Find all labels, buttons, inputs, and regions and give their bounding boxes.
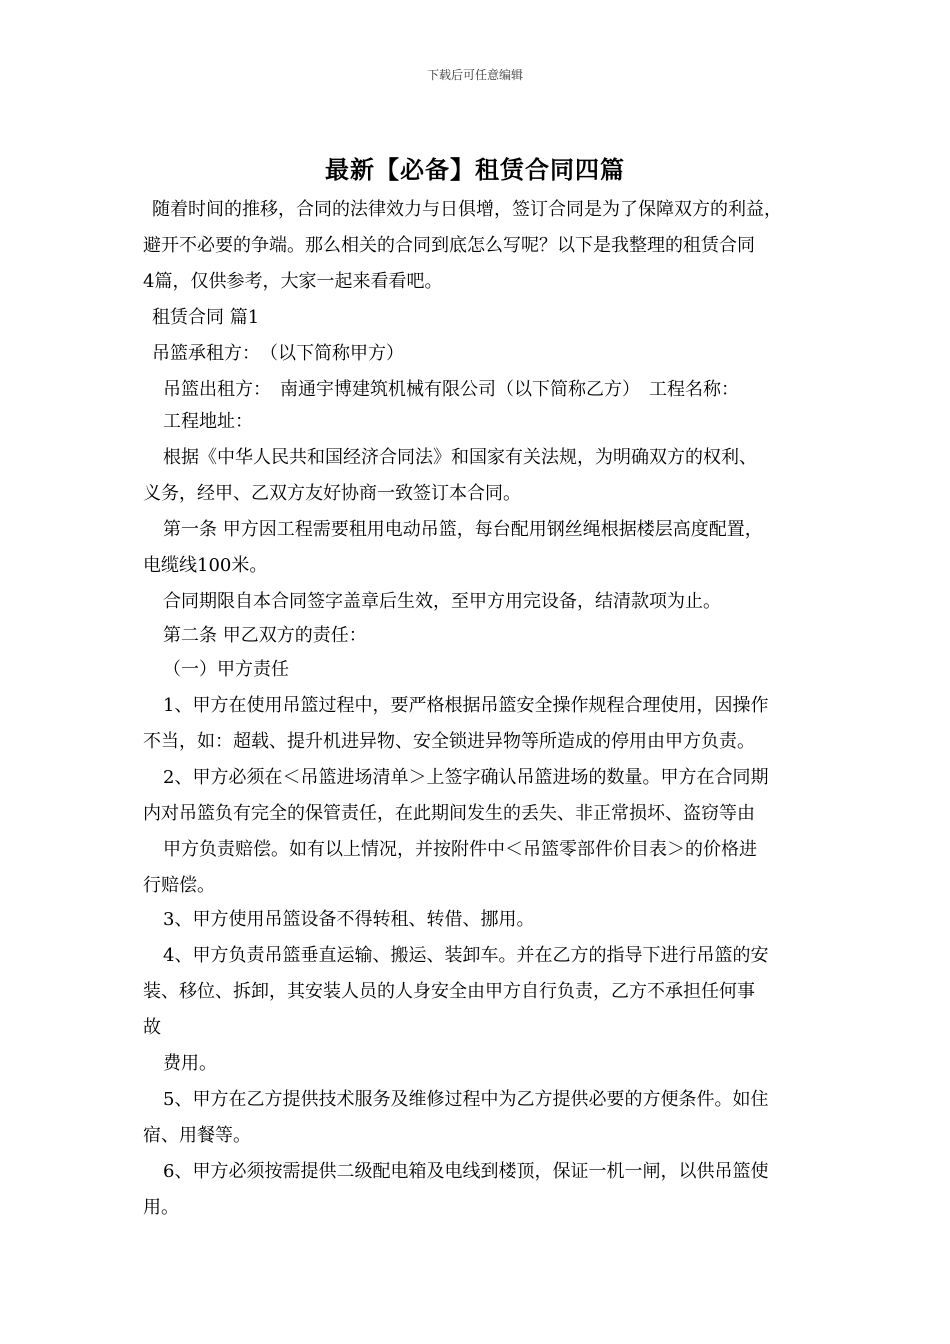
paragraph-line: 电缆线100米。 [143,555,268,576]
paragraph-line: 3、甲方使用吊篮设备不得转租、转借、挪用。 [163,909,535,930]
paragraph-line: 2、甲方必须在＜吊篮进场清单＞上签字确认吊篮进场的数量。甲方在合同期 [163,767,769,788]
paragraph-line: 6、甲方必须按需提供二级配电箱及电线到楼顶，保证一机一闸，以供吊篮使 [163,1161,769,1182]
paragraph-line: 吊篮出租方： 南通宇博建筑机械有限公司（以下简称乙方） 工程名称： [163,379,739,400]
paragraph-line: 合同期限自本合同签字盖章后生效，至甲方用完设备，结清款项为止。 [163,591,721,612]
paragraph-line: 义务，经甲、乙双方友好协商一致签订本合同。 [143,483,521,504]
paragraph-line: 随着时间的推移，合同的法律效力与日俱增，签订合同是为了保障双方的利益， [152,199,782,220]
paragraph-line: 故 [143,1017,161,1038]
paragraph-line: 宿、用餐等。 [143,1125,251,1146]
paragraph-line: 4、甲方负责吊篮垂直运输、搬运、装卸车。并在乙方的指导下进行吊篮的安 [163,945,769,966]
paragraph-line: 第二条 甲乙双方的责任： [163,625,367,646]
paragraph-line: 内对吊篮负有完全的保管责任，在此期间发生的丢失、非正常损坏、盗窃等由 [143,803,755,824]
paragraph-line: 行赔偿。 [143,875,215,896]
paragraph-line: 5、甲方在乙方提供技术服务及维修过程中为乙方提供必要的方便条件。如住 [163,1089,769,1110]
paragraph-line: 装、移位、拆卸，其安装人员的人身安全由甲方自行负责，乙方不承担任何事 [143,981,755,1002]
section-heading: 租赁合同 篇1 [152,307,260,328]
paragraph-line: 用。 [143,1197,179,1218]
paragraph-line: 第一条 甲方因工程需要租用电动吊篮，每台配用钢丝绳根据楼层高度配置， [163,519,763,540]
paragraph-line: （一）甲方责任 [163,659,289,680]
paragraph-line: 不当，如：超载、提升机进异物、安全锁进异物等所造成的停用由甲方负责。 [143,731,755,752]
paragraph-line: 甲方负责赔偿。如有以上情况，并按附件中＜吊篮零部件价目表＞的价格进 [163,839,757,860]
document-title: 最新【必备】租赁合同四篇 [325,155,625,184]
paragraph-line: 工程地址： [163,411,253,432]
paragraph-line: 吊篮承租方： （以下简称甲方） [152,343,404,364]
paragraph-line: 费用。 [163,1053,217,1074]
paragraph-line: 1、甲方在使用吊篮过程中，要严格根据吊篮安全操作规程合理使用，因操作 [163,695,769,716]
paragraph-line: 避开不必要的争端。那么相关的合同到底怎么写呢？以下是我整理的租赁合同 [143,235,755,256]
paragraph-line: 4篇，仅供参考，大家一起来看看吧。 [143,271,443,292]
paragraph-line: 根据《中华人民共和国经济合同法》和国家有关法规，为明确双方的权利、 [163,447,757,468]
header-note: 下载后可任意编辑 [426,68,523,82]
